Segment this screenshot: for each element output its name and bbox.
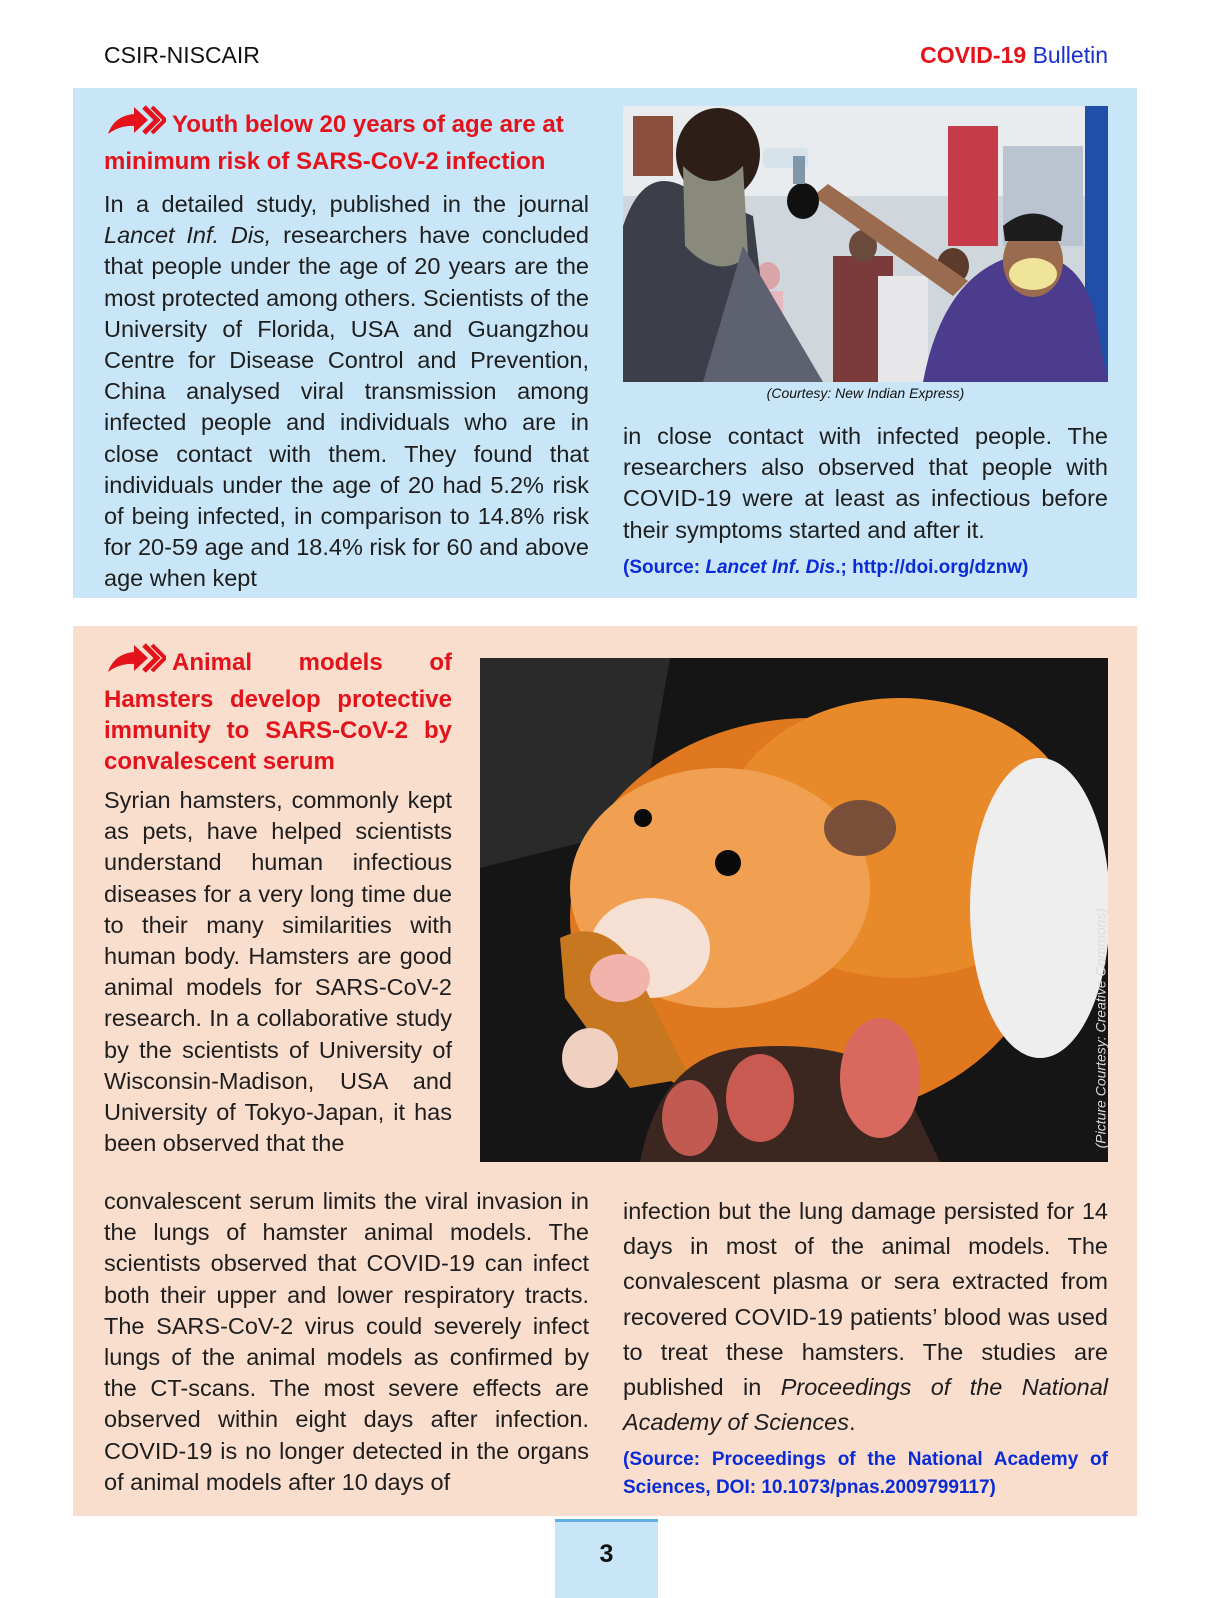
bulletin-title-bulletin: Bulletin — [1032, 42, 1108, 68]
bulletin-title — [920, 42, 1108, 69]
article1-journal-name: Lancet Inf. Dis, — [104, 222, 272, 249]
article2-body-bottom-left: convalescent serum limits the viral invasion in the lungs of hamster animal models. The scientists observed that COVID-19 can infect both their upper and lower respiratory tracts. The SARS-CoV-2 virus could severely infect lungs of the animal models as confirmed by the CT-scans. The most severe effects are observed within eight days after infection. COVID-19 is no longer detected in the organs of animal models after 10 days of — [104, 1188, 589, 1495]
article2-body-right — [623, 1194, 1108, 1440]
page-number-tab — [555, 1519, 658, 1598]
article2-left-column — [104, 642, 452, 1159]
article1-source-prefix: (Source: — [623, 556, 706, 578]
hamster-photo-caption: (Picture Courtesy: Creative Commons) — [1092, 908, 1108, 1149]
article1-body-left — [104, 189, 589, 595]
article2-heading-text: Animal models of Hamsters develop protective immunity to SARS-CoV-2 by convalescent serum — [104, 649, 452, 775]
article1-source-journal: Lancet Inf. Dis — [705, 556, 836, 578]
article2-body-top: Syrian hamsters, commonly kept as pets, have helped scientists understand human infectious diseases for a very long time due to their many similarities with human body. Hamsters are good animal models for SARS-CoV-2 research. In a collaborative study by the scientists of University of Wisconsin-Madison, USA and University of Tokyo-Japan, it has been observed that the — [104, 787, 452, 1157]
double-arrow-icon — [104, 104, 166, 146]
article1-body-intro: In a detailed study, published in the journal — [104, 191, 589, 217]
article1-left-column — [104, 104, 589, 595]
article1-heading-text: Youth below 20 years of age are at minimum risk of SARS-CoV-2 infection — [104, 111, 564, 175]
bulletin-title-covid: COVID-19 — [920, 42, 1027, 68]
article2-journal-name: Proceedings of the National Academy of Sciences — [623, 1374, 1108, 1436]
article1-heading — [104, 104, 589, 177]
article2-bottom-left-column — [104, 1186, 589, 1498]
article1-source-link: .; http://doi.org/dznw) — [835, 556, 1029, 578]
article2-right-column — [623, 1194, 1108, 1502]
article1-right-column — [623, 421, 1108, 582]
article2-heading — [104, 642, 452, 777]
article2-body-right-main: infection but the lung damage persisted for 14 days in most of the animal models. The convalescent plasma or sera extracted from recovered COVID-19 patients’ blood was used to treat these hamsters. The studies are published in — [623, 1198, 1108, 1401]
publisher-name: CSIR-NISCAIR — [104, 42, 260, 68]
article1-body-right: in close contact with infected people. The researchers also observed that people with COVID-19 were at least as infectious before their symptoms started and after it. — [623, 423, 1108, 543]
article1-body-main: researchers have concluded that people under the age of 20 years are the most protected among others. Scientists of the University of Florida, USA and Guangzhou Centre for Disease Control and Prevention, China analysed viral transmission among infected people and individuals who are in close contact with them. They found that individuals under the age of 20 had 5.2% risk of being infected, in comparison to 14.8% risk for 20-59 age and 18.4% risk for 60 and above age when kept — [104, 222, 589, 592]
article2-source: (Source: Proceedings of the National Academy of Sciences, DOI: 10.1073/pnas.2009799117) — [623, 1449, 1108, 1499]
article-hamster-immunity — [73, 626, 1137, 1516]
hamster-photo — [480, 658, 1108, 1162]
article2-body-right-end: . — [848, 1409, 856, 1436]
screening-photo — [623, 106, 1108, 382]
article-youth-risk — [73, 88, 1137, 598]
double-arrow-icon — [104, 642, 166, 684]
screening-photo-caption: (Courtesy: New Indian Express) — [766, 385, 965, 401]
article1-source — [623, 554, 1108, 582]
page-number: 3 — [599, 1540, 614, 1568]
